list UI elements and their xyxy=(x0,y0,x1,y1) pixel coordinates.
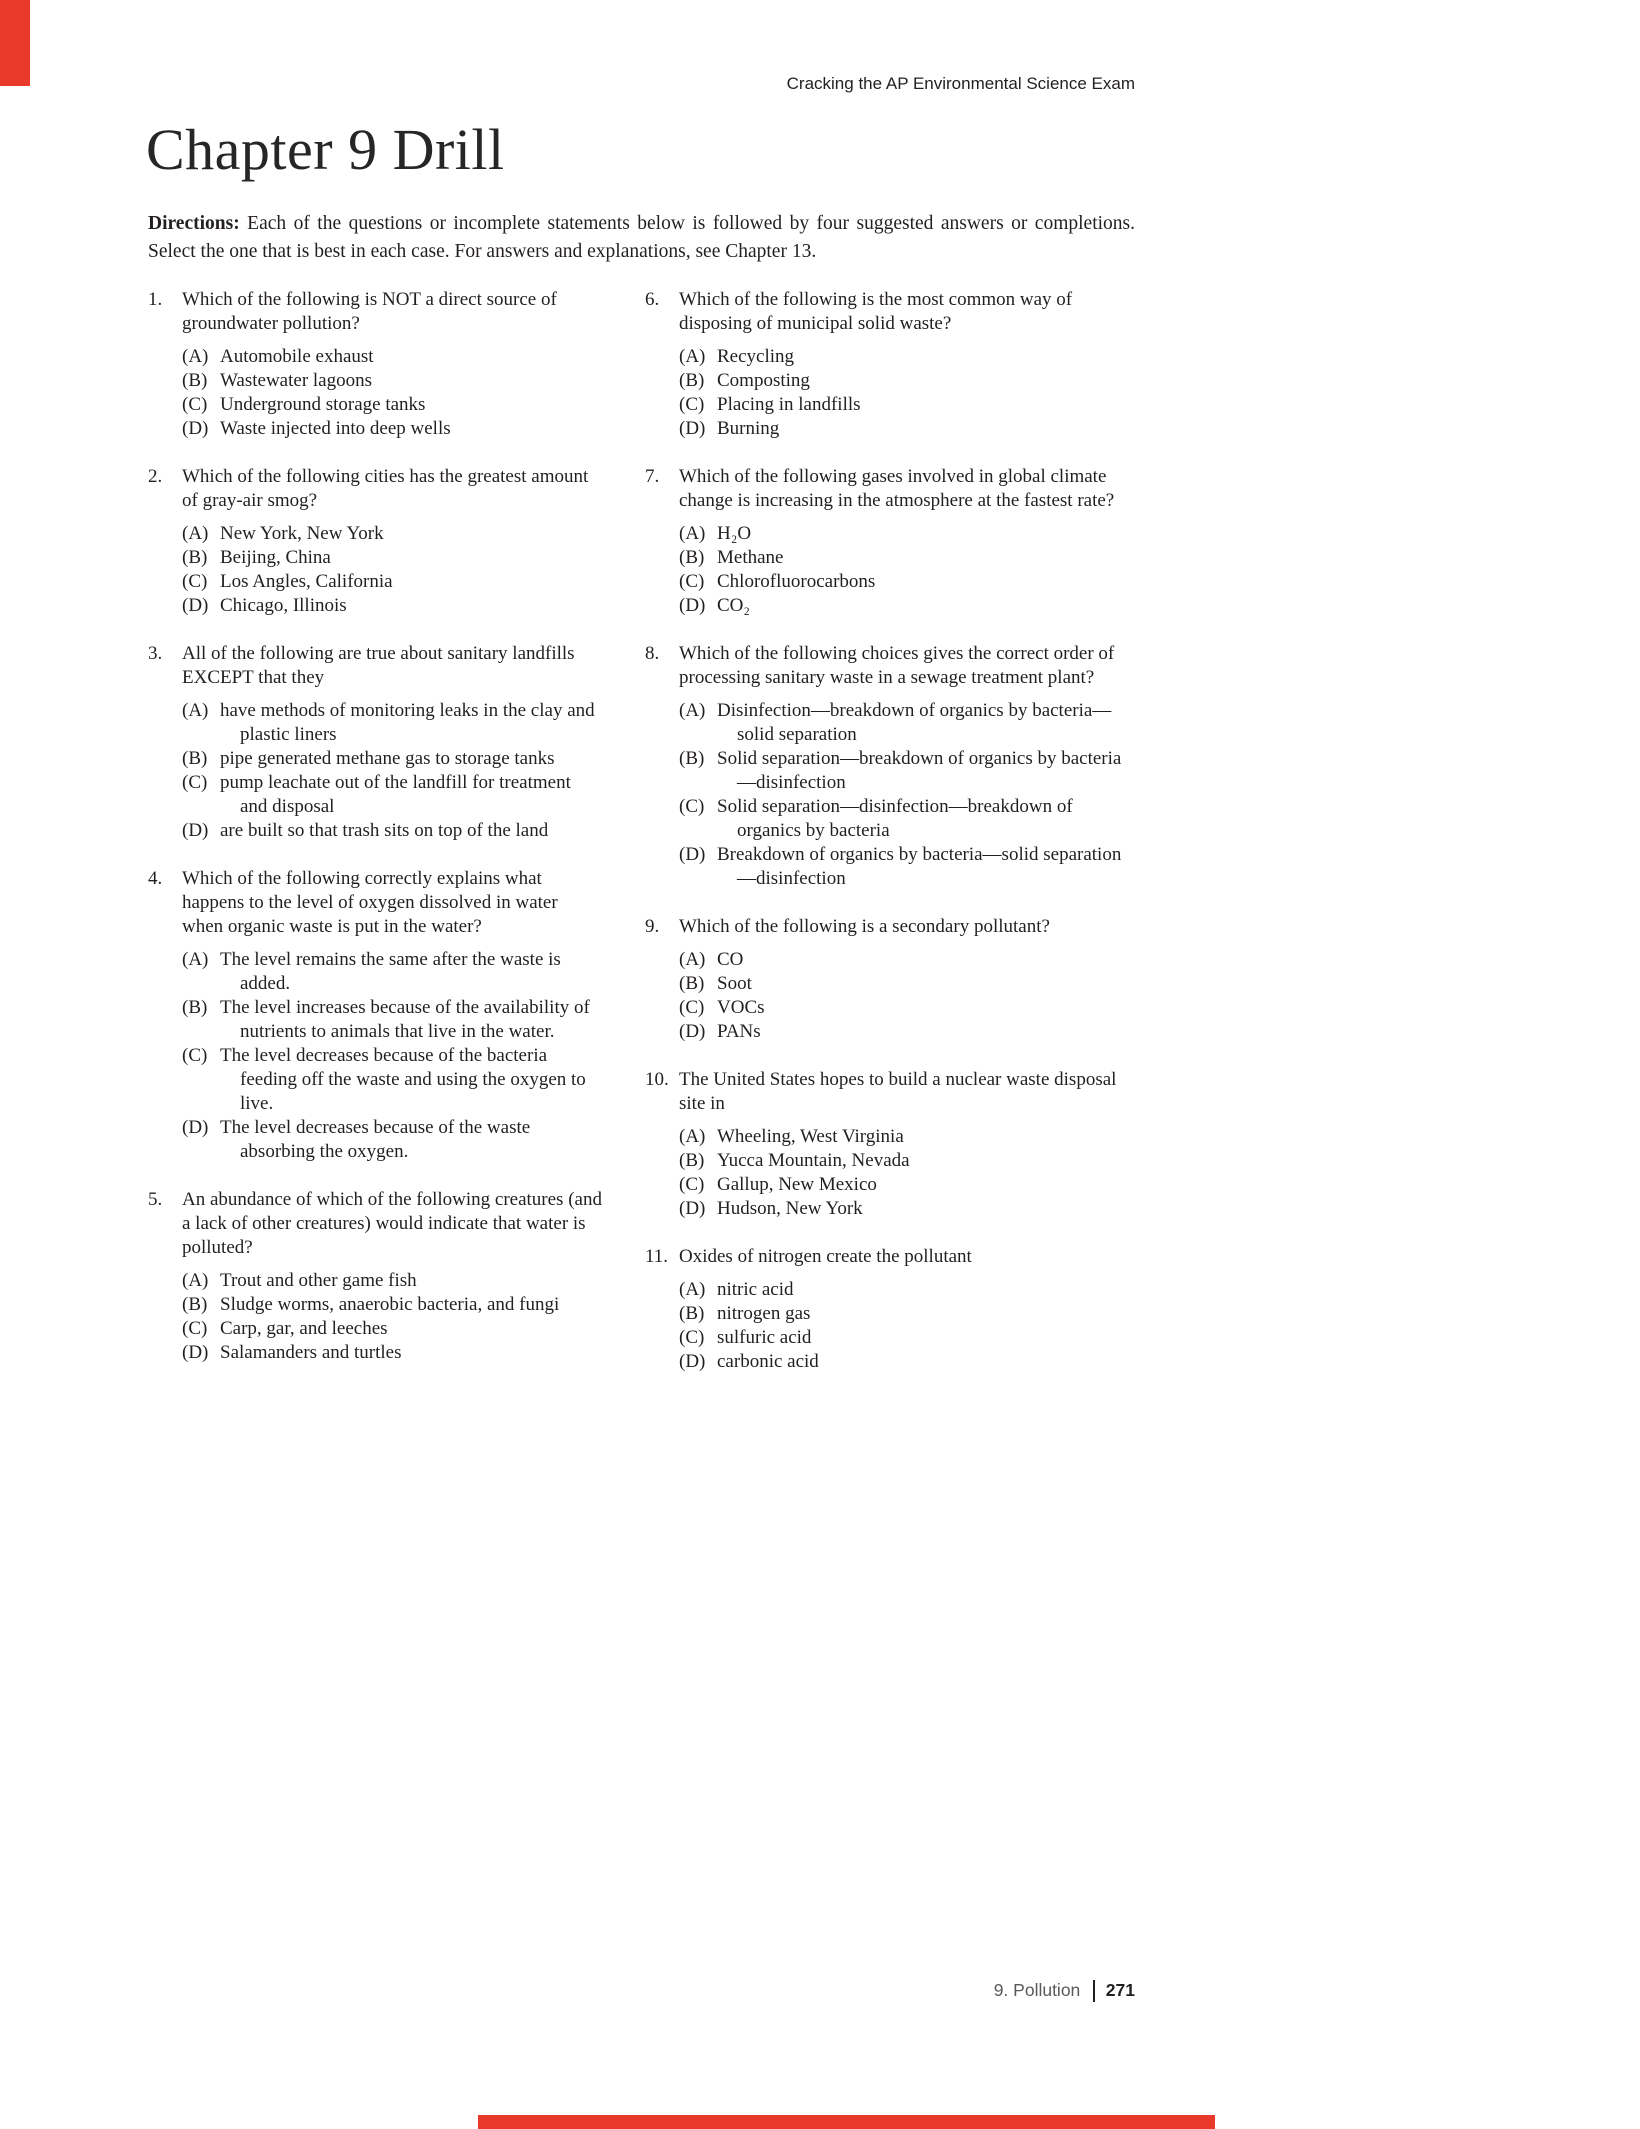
option-label: (C) xyxy=(679,1327,705,1348)
answer-option xyxy=(182,819,603,843)
question xyxy=(148,465,603,618)
option-text: Disinfection—breakdown of organics by bacteria—solid separation xyxy=(717,700,1112,745)
option-text: Recycling xyxy=(717,346,795,367)
answer-option xyxy=(679,1302,1135,1326)
question-number: 5. xyxy=(148,1189,163,1210)
question xyxy=(148,642,603,843)
answer-option xyxy=(679,1149,1135,1173)
page-title: Chapter 9 Drill xyxy=(146,117,505,182)
answer-option xyxy=(679,594,1135,618)
answer-option xyxy=(679,1125,1135,1149)
option-text: Sludge worms, anaerobic bacteria, and fungi xyxy=(220,1294,560,1315)
answer-option xyxy=(679,996,1135,1020)
option-label: (D) xyxy=(182,595,209,616)
answer-option xyxy=(679,345,1135,369)
answer-option xyxy=(679,1326,1135,1350)
option-text: nitric acid xyxy=(717,1279,794,1300)
question-row xyxy=(148,288,603,336)
option-text: CO₂ xyxy=(717,595,751,616)
answer-option xyxy=(679,369,1135,393)
question-row xyxy=(148,465,603,513)
option-label: (C) xyxy=(182,571,208,592)
option-text: Salamanders and turtles xyxy=(220,1342,402,1363)
option-label: (A) xyxy=(679,1126,706,1147)
option-text: New York, New York xyxy=(220,523,384,544)
answer-option xyxy=(679,1350,1135,1374)
option-label: (C) xyxy=(679,394,705,415)
option-label: (A) xyxy=(679,346,706,367)
answer-option xyxy=(182,747,603,771)
option-label: (D) xyxy=(182,1342,209,1363)
option-text: Beijing, China xyxy=(220,547,331,568)
option-label: (B) xyxy=(679,1150,705,1171)
answer-options xyxy=(679,522,1135,618)
option-text: The level remains the same after the waste is added. xyxy=(220,949,561,994)
option-text: have methods of monitoring leaks in the clay and plastic liners xyxy=(220,700,595,745)
option-label: (D) xyxy=(182,418,209,439)
answer-option xyxy=(679,546,1135,570)
option-text: Los Angles, California xyxy=(220,571,393,592)
option-label: (B) xyxy=(679,973,705,994)
column-gap xyxy=(603,288,645,1398)
question-number: 6. xyxy=(645,289,660,310)
answer-options xyxy=(182,699,603,843)
option-text: Chicago, Illinois xyxy=(220,595,347,616)
option-text: Wheeling, West Virginia xyxy=(717,1126,904,1147)
question-number: 8. xyxy=(645,643,660,664)
question-columns xyxy=(148,288,1138,1398)
option-text: The level increases because of the availability of nutrients to animals that live in the water. xyxy=(220,997,590,1042)
option-label: (A) xyxy=(679,1279,706,1300)
option-label: (C) xyxy=(679,571,705,592)
option-label: (D) xyxy=(679,1021,706,1042)
option-label: (C) xyxy=(679,796,705,817)
question xyxy=(645,1068,1135,1221)
option-label: (B) xyxy=(679,1303,705,1324)
footer-section-label: 9. Pollution xyxy=(993,1980,1081,2000)
option-label: (D) xyxy=(182,1117,209,1138)
red-corner-accent xyxy=(0,0,30,86)
option-label: (D) xyxy=(679,595,706,616)
answer-option xyxy=(679,393,1135,417)
question-text: The United States hopes to build a nuclear waste disposal site in xyxy=(679,1069,1117,1114)
option-label: (C) xyxy=(182,1318,208,1339)
option-label: (A) xyxy=(182,949,209,970)
right-column xyxy=(645,288,1135,1398)
question-number: 9. xyxy=(645,916,660,937)
option-text: Solid separation—disinfection—breakdown of organics by bacteria xyxy=(717,796,1073,841)
option-label: (B) xyxy=(182,997,208,1018)
option-label: (A) xyxy=(182,523,209,544)
directions xyxy=(148,210,1135,266)
answer-option xyxy=(679,522,1135,546)
answer-option xyxy=(679,1197,1135,1221)
option-text: nitrogen gas xyxy=(717,1303,811,1324)
option-text: Waste injected into deep wells xyxy=(220,418,451,439)
answer-option xyxy=(679,843,1135,891)
option-label: (A) xyxy=(679,949,706,970)
question xyxy=(148,1188,603,1365)
answer-options xyxy=(679,699,1135,891)
option-text: Soot xyxy=(717,973,752,994)
option-text: Gallup, New Mexico xyxy=(717,1174,877,1195)
option-label: (A) xyxy=(182,346,209,367)
question-row xyxy=(148,642,603,690)
answer-option xyxy=(182,594,603,618)
option-text: Underground storage tanks xyxy=(220,394,426,415)
option-label: (B) xyxy=(679,370,705,391)
answer-options xyxy=(679,345,1135,441)
option-text: Placing in landfills xyxy=(717,394,861,415)
option-label: (A) xyxy=(182,1270,209,1291)
answer-option xyxy=(679,795,1135,843)
answer-option xyxy=(182,1341,603,1365)
option-label: (B) xyxy=(182,370,208,391)
answer-options xyxy=(679,1278,1135,1374)
answer-options xyxy=(679,1125,1135,1221)
question-text: Which of the following cities has the greatest amount of gray-air smog? xyxy=(182,466,589,511)
question-text: Which of the following choices gives the correct order of processing sanitary waste in a sewage treatment plant? xyxy=(679,643,1115,688)
question-text: Oxides of nitrogen create the pollutant xyxy=(679,1246,972,1267)
option-label: (B) xyxy=(182,748,208,769)
answer-options xyxy=(679,948,1135,1044)
option-label: (C) xyxy=(679,997,705,1018)
option-text: Yucca Mountain, Nevada xyxy=(717,1150,910,1171)
question-row xyxy=(148,1188,603,1260)
option-text: Carp, gar, and leeches xyxy=(220,1318,388,1339)
answer-option xyxy=(182,1317,603,1341)
answer-option xyxy=(182,948,603,996)
option-label: (A) xyxy=(679,700,706,721)
answer-option xyxy=(182,393,603,417)
directions-label: Directions: xyxy=(148,213,240,234)
answer-option xyxy=(679,1173,1135,1197)
option-label: (D) xyxy=(679,418,706,439)
question-row xyxy=(645,915,1135,939)
option-text: Trout and other game fish xyxy=(220,1270,417,1291)
question-text: Which of the following is a secondary pollutant? xyxy=(679,916,1050,937)
question xyxy=(148,288,603,441)
option-label: (A) xyxy=(679,523,706,544)
footer-divider xyxy=(1093,1980,1095,2002)
answer-option xyxy=(182,1044,603,1116)
question-text: Which of the following is NOT a direct source of groundwater pollution? xyxy=(182,289,557,334)
option-text: carbonic acid xyxy=(717,1351,819,1372)
answer-option xyxy=(679,948,1135,972)
answer-option xyxy=(182,1116,603,1164)
answer-option xyxy=(182,522,603,546)
answer-option xyxy=(182,996,603,1044)
answer-option xyxy=(679,699,1135,747)
running-header: Cracking the AP Environmental Science Exam xyxy=(786,74,1135,93)
option-label: (C) xyxy=(182,1045,208,1066)
answer-option xyxy=(679,1020,1135,1044)
answer-option xyxy=(679,1278,1135,1302)
option-text: Chlorofluorocarbons xyxy=(717,571,876,592)
option-text: PANs xyxy=(717,1021,761,1042)
option-label: (B) xyxy=(182,1294,208,1315)
answer-option xyxy=(182,771,603,819)
question xyxy=(148,867,603,1164)
answer-option xyxy=(679,570,1135,594)
directions-text: Each of the questions or incomplete statements below is followed by four suggested answers or completions. Select the one that is best in each case. For answers and explanations, see Chapter 13. xyxy=(148,213,1136,262)
answer-option xyxy=(182,699,603,747)
option-text: VOCs xyxy=(717,997,765,1018)
question-text: An abundance of which of the following creatures (and a lack of other creatures) would indicate that water is polluted? xyxy=(182,1189,602,1258)
question-row xyxy=(148,867,603,939)
option-label: (B) xyxy=(182,547,208,568)
option-text: H₂O xyxy=(717,523,752,544)
question-text: Which of the following gases involved in global climate change is increasing in the atmosphere at the fastest rate? xyxy=(679,466,1115,511)
question-row xyxy=(645,1068,1135,1116)
option-text: are built so that trash sits on top of the land xyxy=(220,820,549,841)
question-text: Which of the following is the most common way of disposing of municipal solid waste? xyxy=(679,289,1073,334)
answer-option xyxy=(182,345,603,369)
option-label: (D) xyxy=(679,844,706,865)
question xyxy=(645,642,1135,891)
option-text: pipe generated methane gas to storage tanks xyxy=(220,748,555,769)
option-text: Methane xyxy=(717,547,784,568)
option-label: (C) xyxy=(182,772,208,793)
option-text: Breakdown of organics by bacteria—solid separation—disinfection xyxy=(717,844,1122,889)
option-text: Solid separation—breakdown of organics by bacteria—disinfection xyxy=(717,748,1122,793)
option-label: (B) xyxy=(679,547,705,568)
question-number: 7. xyxy=(645,466,660,487)
question-row xyxy=(645,288,1135,336)
question-row xyxy=(645,642,1135,690)
option-label: (D) xyxy=(679,1198,706,1219)
option-text: Automobile exhaust xyxy=(220,346,374,367)
option-label: (B) xyxy=(679,748,705,769)
question-number: 11. xyxy=(645,1246,669,1267)
option-text: Hudson, New York xyxy=(717,1198,863,1219)
answer-option xyxy=(182,570,603,594)
answer-option xyxy=(679,417,1135,441)
question-number: 10. xyxy=(645,1069,669,1090)
option-text: The level decreases because of the waste absorbing the oxygen. xyxy=(220,1117,531,1162)
page-footer xyxy=(148,1980,1135,2002)
option-text: Wastewater lagoons xyxy=(220,370,372,391)
question xyxy=(645,915,1135,1044)
answer-option xyxy=(182,1269,603,1293)
answer-option xyxy=(182,546,603,570)
red-bottom-accent xyxy=(478,2115,1215,2129)
answer-options xyxy=(182,1269,603,1365)
option-label: (D) xyxy=(182,820,209,841)
left-column xyxy=(148,288,603,1398)
option-text: Composting xyxy=(717,370,810,391)
option-text: CO xyxy=(717,949,744,970)
answer-option xyxy=(182,417,603,441)
answer-options xyxy=(182,948,603,1164)
answer-options xyxy=(182,522,603,618)
option-label: (C) xyxy=(182,394,208,415)
option-label: (D) xyxy=(679,1351,706,1372)
option-text: Burning xyxy=(717,418,780,439)
answer-option xyxy=(679,747,1135,795)
question-number: 3. xyxy=(148,643,163,664)
question xyxy=(645,465,1135,618)
question-row xyxy=(645,465,1135,513)
option-text: sulfuric acid xyxy=(717,1327,812,1348)
answer-option xyxy=(182,1293,603,1317)
answer-option xyxy=(679,972,1135,996)
answer-options xyxy=(182,345,603,441)
option-label: (C) xyxy=(679,1174,705,1195)
footer-page-number: 271 xyxy=(1105,1980,1135,2000)
question-number: 4. xyxy=(148,868,163,889)
question-text: Which of the following correctly explains what happens to the level of oxygen dissolved in water when organic waste is put in the water? xyxy=(182,868,558,937)
question-row xyxy=(645,1245,1135,1269)
answer-option xyxy=(182,369,603,393)
option-text: pump leachate out of the landfill for treatment and disposal xyxy=(220,772,571,817)
question-number: 1. xyxy=(148,289,163,310)
question-text: All of the following are true about sanitary landfills EXCEPT that they xyxy=(182,643,575,688)
question xyxy=(645,288,1135,441)
question xyxy=(645,1245,1135,1374)
question-number: 2. xyxy=(148,466,163,487)
option-label: (A) xyxy=(182,700,209,721)
option-text: The level decreases because of the bacteria feeding off the waste and using the oxygen to live. xyxy=(220,1045,586,1114)
